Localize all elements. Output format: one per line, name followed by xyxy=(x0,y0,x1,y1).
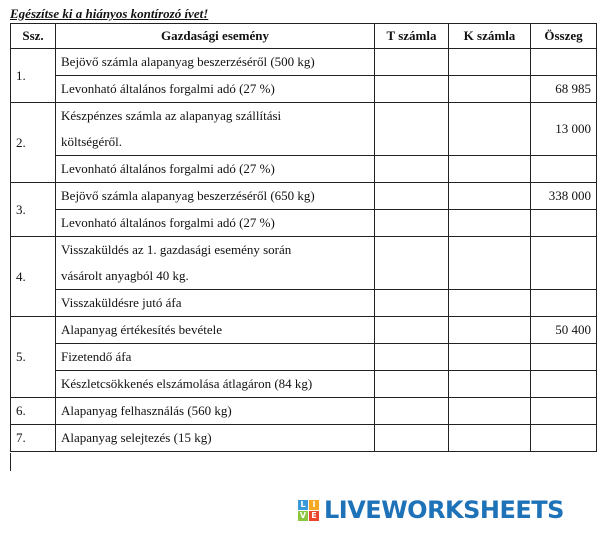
header-credit: K számla xyxy=(449,24,531,49)
credit-cell[interactable] xyxy=(449,425,531,452)
event-description: Levonható általános forgalmi adó (27 %) xyxy=(56,156,375,183)
debit-cell[interactable] xyxy=(375,317,449,344)
liveworksheets-brand xyxy=(298,497,564,523)
event-description-line: költségéről. xyxy=(61,134,123,149)
header-debit: T számla xyxy=(375,24,449,49)
debit-cell[interactable] xyxy=(375,49,449,76)
debit-cell[interactable] xyxy=(375,237,449,290)
brand-text: LIVEWORKSHEETS xyxy=(324,496,564,524)
logo-square: I xyxy=(309,500,319,510)
debit-cell[interactable] xyxy=(375,183,449,210)
debit-cell[interactable] xyxy=(375,76,449,103)
ledger-body xyxy=(11,49,597,452)
event-description: Készletcsökkenés elszámolása átlagáron (84 kg) xyxy=(56,371,375,398)
table-row xyxy=(11,156,597,183)
event-description-line: vásárolt anyagból 40 kg. xyxy=(61,268,189,283)
table-edge-line xyxy=(10,453,11,471)
credit-cell[interactable] xyxy=(449,344,531,371)
amount-cell[interactable] xyxy=(531,398,597,425)
header-row xyxy=(11,24,597,49)
event-description: Fizetendő áfa xyxy=(56,344,375,371)
event-description xyxy=(56,237,375,290)
logo-square: L xyxy=(298,500,308,510)
credit-cell[interactable] xyxy=(449,49,531,76)
amount-cell[interactable] xyxy=(531,425,597,452)
event-description-line: Visszaküldés az 1. gazdasági esemény során xyxy=(61,242,292,257)
ledger-table xyxy=(10,23,597,452)
table-row xyxy=(11,103,597,156)
logo-square: V xyxy=(299,510,307,520)
header-num: Ssz. xyxy=(11,24,56,49)
amount-cell[interactable] xyxy=(531,156,597,183)
debit-cell[interactable] xyxy=(375,371,449,398)
event-description: Alapanyag értékesítés bevétele xyxy=(56,317,375,344)
amount-cell[interactable] xyxy=(531,237,597,290)
event-number: 5. xyxy=(11,317,56,398)
event-description xyxy=(56,103,375,156)
table-row xyxy=(11,76,597,103)
table-row xyxy=(11,290,597,317)
table-row xyxy=(11,371,597,398)
amount-cell[interactable] xyxy=(531,210,597,237)
event-description: Alapanyag selejtezés (15 kg) xyxy=(56,425,375,452)
event-number: 2. xyxy=(11,103,56,183)
event-description: Alapanyag felhasználás (560 kg) xyxy=(56,398,375,425)
event-number: 7. xyxy=(11,425,56,452)
debit-cell[interactable] xyxy=(375,103,449,156)
worksheet-title: Egészítse ki a hiányos kontírozó ívet! xyxy=(10,6,209,21)
amount-cell[interactable] xyxy=(531,371,597,398)
credit-cell[interactable] xyxy=(449,398,531,425)
debit-cell[interactable] xyxy=(375,344,449,371)
event-number: 4. xyxy=(11,237,56,317)
amount-cell: 13 000 xyxy=(531,103,597,156)
debit-cell[interactable] xyxy=(375,210,449,237)
table-row xyxy=(11,210,597,237)
table-row xyxy=(11,237,597,290)
debit-cell[interactable] xyxy=(375,290,449,317)
table-row xyxy=(11,49,597,76)
event-description: Levonható általános forgalmi adó (27 %) xyxy=(56,76,375,103)
credit-cell[interactable] xyxy=(449,76,531,103)
credit-cell[interactable] xyxy=(449,290,531,317)
event-number: 1. xyxy=(11,49,56,103)
debit-cell[interactable] xyxy=(375,398,449,425)
debit-cell[interactable] xyxy=(375,156,449,183)
credit-cell[interactable] xyxy=(449,210,531,237)
amount-cell[interactable] xyxy=(531,290,597,317)
header-event: Gazdasági esemény xyxy=(56,24,375,49)
credit-cell[interactable] xyxy=(449,237,531,290)
liveworksheets-logo-icon xyxy=(298,500,319,521)
table-row xyxy=(11,398,597,425)
event-description: Visszaküldésre jutó áfa xyxy=(56,290,375,317)
table-row xyxy=(11,425,597,452)
credit-cell[interactable] xyxy=(449,183,531,210)
amount-cell: 338 000 xyxy=(531,183,597,210)
amount-cell[interactable] xyxy=(531,49,597,76)
credit-cell[interactable] xyxy=(449,103,531,156)
credit-cell[interactable] xyxy=(449,317,531,344)
credit-cell[interactable] xyxy=(449,156,531,183)
credit-cell[interactable] xyxy=(449,371,531,398)
event-number: 3. xyxy=(11,183,56,237)
event-description: Bejövő számla alapanyag beszerzéséről (500 kg) xyxy=(56,49,375,76)
event-description: Bejövő számla alapanyag beszerzéséről (650 kg) xyxy=(56,183,375,210)
amount-cell: 50 400 xyxy=(531,317,597,344)
table-row xyxy=(11,317,597,344)
logo-square: E xyxy=(309,511,319,521)
table-row xyxy=(11,183,597,210)
event-description: Levonható általános forgalmi adó (27 %) xyxy=(56,210,375,237)
amount-cell[interactable] xyxy=(531,344,597,371)
header-amount: Összeg xyxy=(531,24,597,49)
event-description-line: Készpénzes számla az alapanyag szállítási xyxy=(61,108,282,123)
amount-cell: 68 985 xyxy=(531,76,597,103)
table-row xyxy=(11,344,597,371)
event-number: 6. xyxy=(11,398,56,425)
debit-cell[interactable] xyxy=(375,425,449,452)
